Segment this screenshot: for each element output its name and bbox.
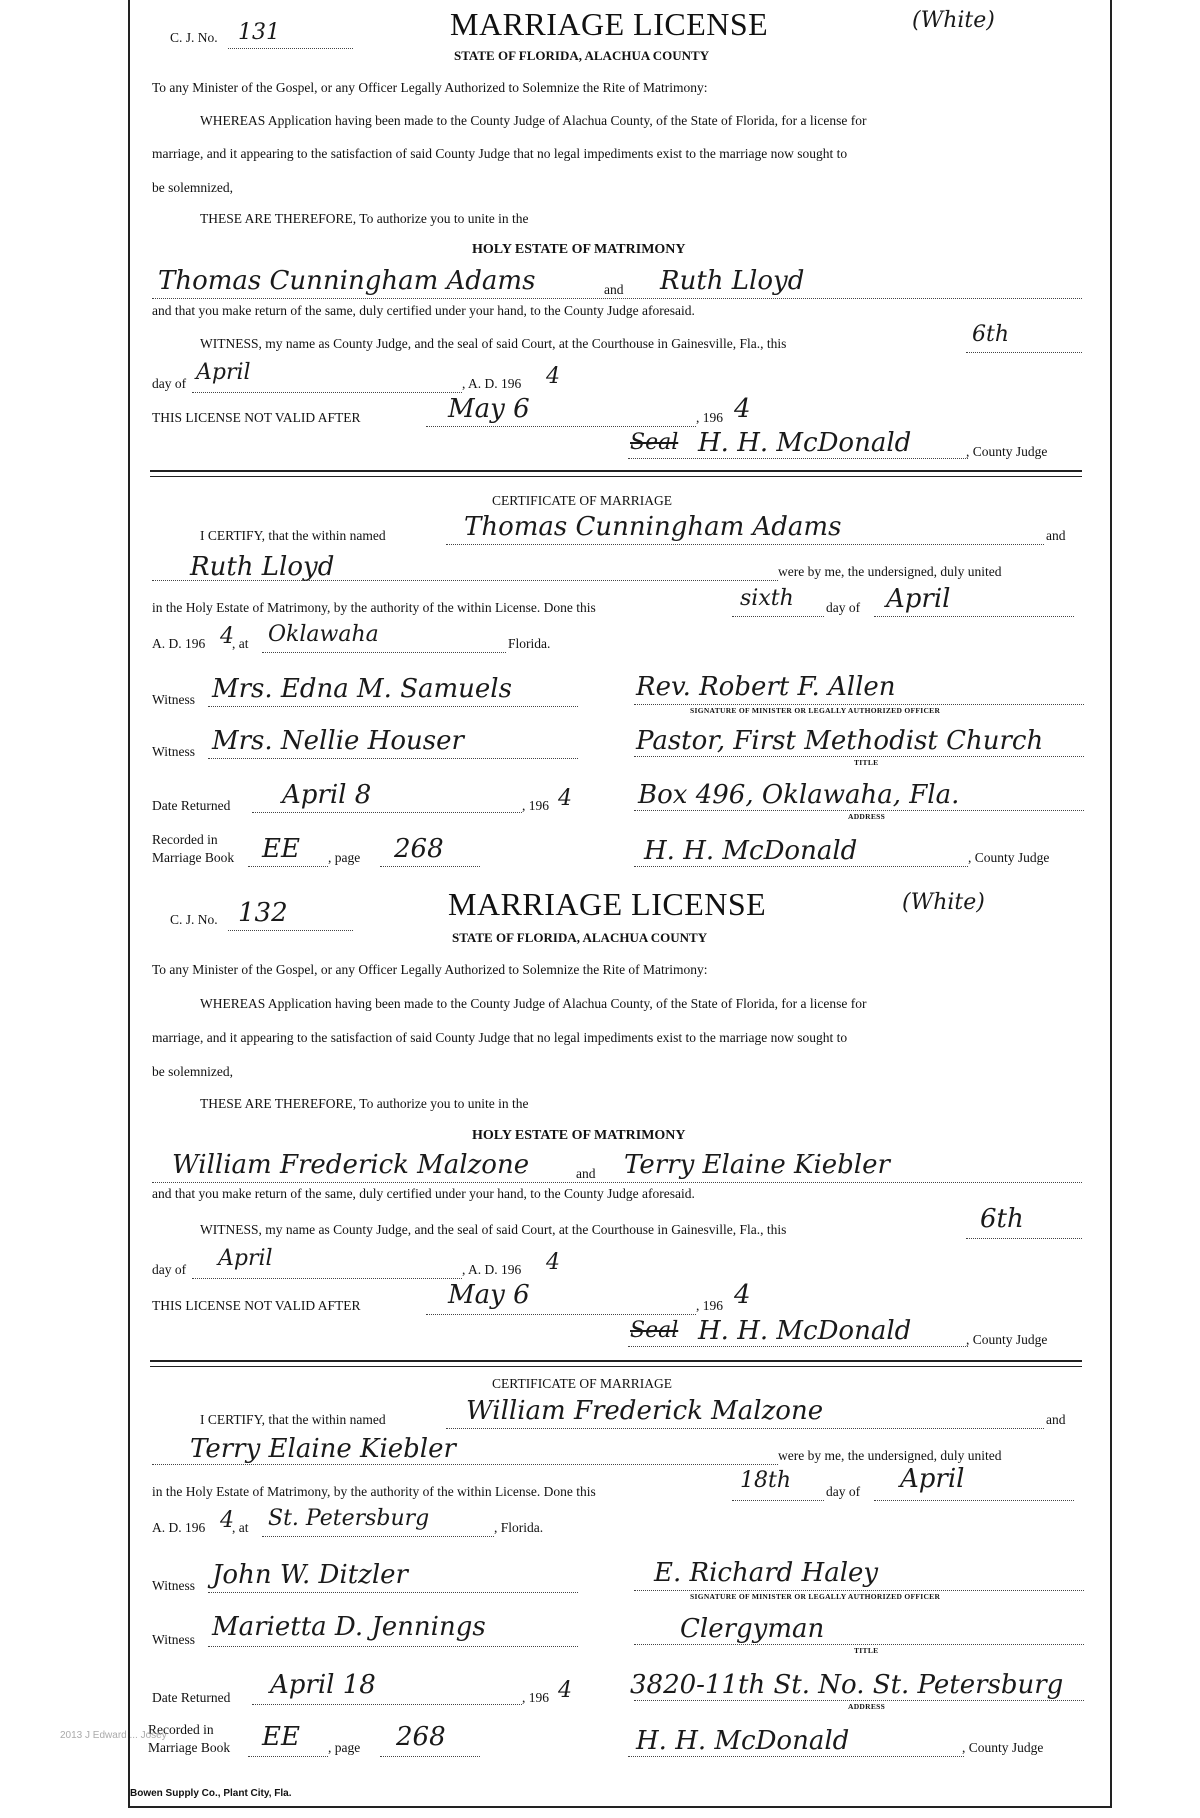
judge-signature: H. H. McDonald: [698, 428, 912, 458]
done-month: April: [886, 584, 951, 614]
minister-address: Box 496, Oklawaha, Fla.: [638, 780, 960, 810]
seal-mark: Seal: [630, 430, 679, 455]
page-label: , page: [328, 850, 361, 865]
returned-year-digit: 4: [558, 786, 572, 811]
at-label: , at: [232, 1520, 249, 1535]
date-returned: April 18: [270, 1670, 376, 1700]
state-line: STATE OF FLORIDA, ALACHUA COUNTY: [454, 48, 710, 63]
bride-name: Terry Elaine Kiebler: [624, 1150, 890, 1180]
not-valid-date: May 6: [448, 1280, 530, 1310]
therefore-line: THESE ARE THEREFORE, To authorize you to unite in the: [200, 1096, 529, 1111]
minister-address: 3820-11th St. No. St. Petersburg: [630, 1670, 1064, 1700]
ad-at-digit: 4: [220, 624, 234, 649]
date-returned-label: Date Returned: [152, 798, 231, 813]
cj-label: C. J. No.: [170, 30, 218, 45]
holy-estate-line: in the Holy Estate of Matrimony, by the authority of the within License. Done this: [152, 1484, 596, 1499]
watermark: 2013 J Edward ... Josey: [60, 1730, 167, 1741]
cj-label: C. J. No.: [170, 912, 218, 927]
recorder-signature: H. H. McDonald: [644, 836, 858, 866]
whereas-line-3: be solemnized,: [152, 180, 233, 195]
minister-signature: E. Richard Haley: [654, 1558, 879, 1588]
and-word: and: [604, 282, 624, 297]
not-valid-year-digit: 4: [734, 1280, 751, 1310]
cert-groom-name: William Frederick Malzone: [466, 1396, 824, 1426]
done-day-of: day of: [826, 600, 861, 615]
certify-label: I CERTIFY, that the within named: [200, 528, 386, 543]
page-number: 268: [396, 1722, 446, 1752]
judge-signature: H. H. McDonald: [698, 1316, 912, 1346]
certify-label: I CERTIFY, that the within named: [200, 1412, 386, 1427]
holy-estate-heading: HOLY ESTATE OF MATRIMONY: [472, 242, 686, 257]
not-valid-label: THIS LICENSE NOT VALID AFTER: [152, 1298, 361, 1313]
race-note: (White): [912, 8, 995, 33]
recorded-label-2: Marriage Book: [148, 1740, 231, 1755]
united-label: were by me, the undersigned, duly united: [778, 1448, 1002, 1463]
place: Oklawaha: [268, 622, 379, 647]
page-label: , page: [328, 1740, 361, 1755]
cj-number: 132: [238, 898, 288, 928]
minister-caption: SIGNATURE OF MINISTER OR LEGALLY AUTHORIZED OFFICER: [690, 1592, 941, 1601]
cert-bride-name: Terry Elaine Kiebler: [190, 1434, 456, 1464]
recorder-judge-label: , County Judge: [962, 1740, 1044, 1755]
returned-year-prefix: , 196: [522, 1690, 549, 1705]
cert-bride-name: Ruth Lloyd: [190, 552, 335, 582]
license-day: 6th: [980, 1204, 1024, 1234]
groom-name: William Frederick Malzone: [172, 1150, 530, 1180]
not-valid-year-prefix: , 196: [696, 410, 723, 425]
title-caption: TITLE: [854, 1646, 879, 1655]
county-judge-label: , County Judge: [966, 444, 1048, 459]
page-number: 268: [394, 834, 444, 864]
witness-line: WITNESS, my name as County Judge, and the seal of said Court, at the Courthouse in Gainesville, Fla., this: [200, 336, 787, 351]
at-label: , at: [232, 636, 249, 651]
cert-groom-name: Thomas Cunningham Adams: [464, 512, 842, 542]
marriage-book: EE: [262, 834, 300, 864]
day-of-label: day of: [152, 376, 187, 391]
return-line: and that you make return of the same, duly certified under your hand, to the County Judge aforesaid.: [152, 1186, 695, 1201]
license-title: MARRIAGE LICENSE: [448, 886, 767, 922]
address-caption: ADDRESS: [848, 812, 886, 821]
holy-estate-heading: HOLY ESTATE OF MATRIMONY: [472, 1128, 686, 1143]
and-word: and: [576, 1166, 596, 1181]
witness-label-1: Witness: [152, 692, 195, 707]
not-valid-year-digit: 4: [734, 394, 751, 424]
title-caption: TITLE: [854, 758, 879, 767]
day-of-label: day of: [152, 1262, 187, 1277]
witness-2-name: Mrs. Nellie Houser: [212, 726, 464, 756]
seal-mark: Seal: [630, 1318, 679, 1343]
witness-label-1: Witness: [152, 1578, 195, 1593]
marriage-book: EE: [262, 1722, 300, 1752]
therefore-line: THESE ARE THEREFORE, To authorize you to unite in the: [200, 211, 529, 226]
witness-label-2: Witness: [152, 744, 195, 759]
recorded-label-2: Marriage Book: [152, 850, 235, 865]
printer-footer: Bowen Supply Co., Plant City, Fla.: [130, 1788, 292, 1799]
recorded-label-1: Recorded in: [152, 832, 218, 847]
date-returned-label: Date Returned: [152, 1690, 231, 1705]
license-month: April: [218, 1246, 273, 1271]
done-day: sixth: [740, 586, 794, 611]
date-returned: April 8: [282, 780, 372, 810]
race-note: (White): [902, 890, 985, 915]
whereas-line-2: marriage, and it appearing to the satisfaction of said County Judge that no legal impediments exist to the marriage now sought to: [152, 146, 848, 161]
recorded-label-1: Recorded in: [148, 1722, 214, 1737]
returned-year-digit: 4: [558, 1678, 572, 1703]
cert-title: CERTIFICATE OF MARRIAGE: [492, 493, 672, 508]
witness-2-name: Marietta D. Jennings: [212, 1612, 486, 1642]
minister-title: Clergyman: [680, 1614, 825, 1644]
address-caption: ADDRESS: [848, 1702, 886, 1711]
witness-label-2: Witness: [152, 1632, 195, 1647]
minister-signature: Rev. Robert F. Allen: [636, 672, 896, 702]
whereas-line-1: WHEREAS Application having been made to the County Judge of Alachua County, of the State of Florida, for a license for: [200, 113, 867, 128]
not-valid-label: THIS LICENSE NOT VALID AFTER: [152, 410, 361, 425]
license-year-digit: 4: [546, 1250, 560, 1275]
done-day: 18th: [740, 1468, 792, 1493]
bride-name: Ruth Lloyd: [660, 266, 805, 296]
groom-name: Thomas Cunningham Adams: [158, 266, 536, 296]
license-month: April: [196, 360, 251, 385]
return-line: and that you make return of the same, duly certified under your hand, to the County Judge aforesaid.: [152, 303, 695, 318]
license-year-digit: 4: [546, 364, 560, 389]
whereas-line-2: marriage, and it appearing to the satisfaction of said County Judge that no legal impediments exist to the marriage now sought to: [152, 1030, 848, 1045]
ad-at-digit: 4: [220, 1508, 234, 1533]
holy-estate-line: in the Holy Estate of Matrimony, by the authority of the within License. Done this: [152, 600, 596, 615]
ad-label: , A. D. 196: [462, 1262, 522, 1277]
cert-title: CERTIFICATE OF MARRIAGE: [492, 1376, 672, 1391]
place: St. Petersburg: [268, 1506, 430, 1531]
state-line: STATE OF FLORIDA, ALACHUA COUNTY: [452, 930, 708, 945]
done-day-of: day of: [826, 1484, 861, 1499]
florida-label: , Florida.: [494, 1520, 544, 1535]
done-month: April: [900, 1464, 965, 1494]
cert-and-word: and: [1046, 1412, 1066, 1427]
minister-caption: SIGNATURE OF MINISTER OR LEGALLY AUTHORIZED OFFICER: [690, 706, 941, 715]
address-line: To any Minister of the Gospel, or any Officer Legally Authorized to Solemnize the Rite of Matrimony:: [152, 80, 708, 95]
witness-1-name: Mrs. Edna M. Samuels: [212, 674, 512, 704]
united-label: were by me, the undersigned, duly united: [778, 564, 1002, 579]
ad-label: , A. D. 196: [462, 376, 522, 391]
florida-label: Florida.: [508, 636, 551, 651]
witness-1-name: John W. Ditzler: [212, 1560, 408, 1590]
license-day: 6th: [972, 322, 1010, 347]
whereas-line-3: be solemnized,: [152, 1064, 233, 1079]
minister-title: Pastor, First Methodist Church: [636, 726, 1044, 756]
not-valid-year-prefix: , 196: [696, 1298, 723, 1313]
county-judge-label: , County Judge: [966, 1332, 1048, 1347]
not-valid-date: May 6: [448, 394, 530, 424]
recorder-signature: H. H. McDonald: [636, 1726, 850, 1756]
address-line: To any Minister of the Gospel, or any Officer Legally Authorized to Solemnize the Rite of Matrimony:: [152, 962, 708, 977]
license-title: MARRIAGE LICENSE: [450, 6, 769, 42]
cert-and-word: and: [1046, 528, 1066, 543]
recorder-judge-label: , County Judge: [968, 850, 1050, 865]
witness-line: WITNESS, my name as County Judge, and the seal of said Court, at the Courthouse in Gainesville, Fla., this: [200, 1222, 787, 1237]
ad-at-label: A. D. 196: [152, 636, 206, 651]
whereas-line-1: WHEREAS Application having been made to the County Judge of Alachua County, of the State of Florida, for a license for: [200, 996, 867, 1011]
cj-number: 131: [238, 20, 280, 45]
returned-year-prefix: , 196: [522, 798, 549, 813]
ad-at-label: A. D. 196: [152, 1520, 206, 1535]
